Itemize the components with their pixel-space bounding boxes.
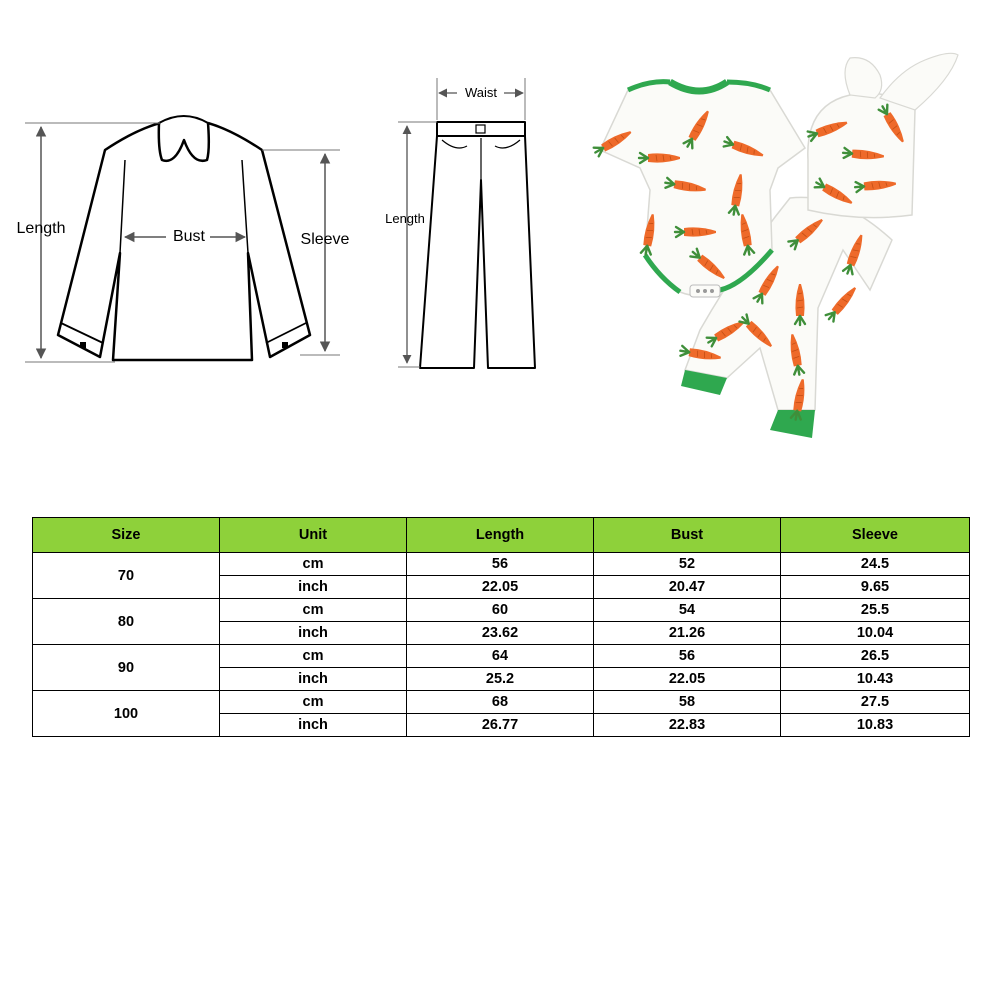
size-cell: 80	[33, 599, 220, 645]
header-unit: Unit	[220, 518, 407, 553]
table-row	[33, 553, 970, 576]
pants-waist-label: Waist	[464, 85, 498, 100]
length-cell: 22.05	[407, 576, 594, 599]
size-cell: 90	[33, 645, 220, 691]
bust-cell: 52	[594, 553, 781, 576]
sleeve-cell: 24.5	[781, 553, 970, 576]
bust-cell: 56	[594, 645, 781, 668]
length-cell: 60	[407, 599, 594, 622]
unit-cell: inch	[220, 668, 407, 691]
table-row	[33, 645, 970, 668]
size-chart-table	[32, 517, 970, 737]
shirt-diagram	[17, 116, 350, 362]
sleeve-cell: 10.83	[781, 714, 970, 737]
shirt-length-label: Length	[16, 220, 66, 237]
sleeve-cell: 9.65	[781, 576, 970, 599]
header-bust: Bust	[594, 518, 781, 553]
bust-cell: 54	[594, 599, 781, 622]
shirt-bust-label: Bust	[172, 228, 206, 245]
sleeve-cell: 26.5	[781, 645, 970, 668]
bust-cell: 20.47	[594, 576, 781, 599]
header-size: Size	[33, 518, 220, 553]
bust-cell: 22.05	[594, 668, 781, 691]
table-header-row	[33, 518, 970, 553]
unit-cell: cm	[220, 691, 407, 714]
pants-diagram	[385, 78, 535, 368]
unit-cell: cm	[220, 599, 407, 622]
unit-cell: inch	[220, 576, 407, 599]
table-row	[33, 691, 970, 714]
table-row	[33, 599, 970, 622]
sleeve-cell: 10.43	[781, 668, 970, 691]
bust-cell: 21.26	[594, 622, 781, 645]
pants-length-label: Length	[385, 211, 425, 226]
bust-cell: 58	[594, 691, 781, 714]
length-cell: 23.62	[407, 622, 594, 645]
unit-cell: inch	[220, 714, 407, 737]
length-cell: 64	[407, 645, 594, 668]
measurement-diagram	[0, 0, 1000, 480]
header-sleeve: Sleeve	[781, 518, 970, 553]
sleeve-cell: 25.5	[781, 599, 970, 622]
header-length: Length	[407, 518, 594, 553]
bust-cell: 22.83	[594, 714, 781, 737]
size-cell: 70	[33, 553, 220, 599]
length-cell: 56	[407, 553, 594, 576]
product-illustration	[593, 53, 958, 438]
size-cell: 100	[33, 691, 220, 737]
length-cell: 25.2	[407, 668, 594, 691]
unit-cell: cm	[220, 645, 407, 668]
length-cell: 26.77	[407, 714, 594, 737]
shirt-sleeve-label: Sleeve	[300, 231, 350, 248]
length-cell: 68	[407, 691, 594, 714]
sleeve-cell: 10.04	[781, 622, 970, 645]
unit-cell: cm	[220, 553, 407, 576]
sleeve-cell: 27.5	[781, 691, 970, 714]
unit-cell: inch	[220, 622, 407, 645]
